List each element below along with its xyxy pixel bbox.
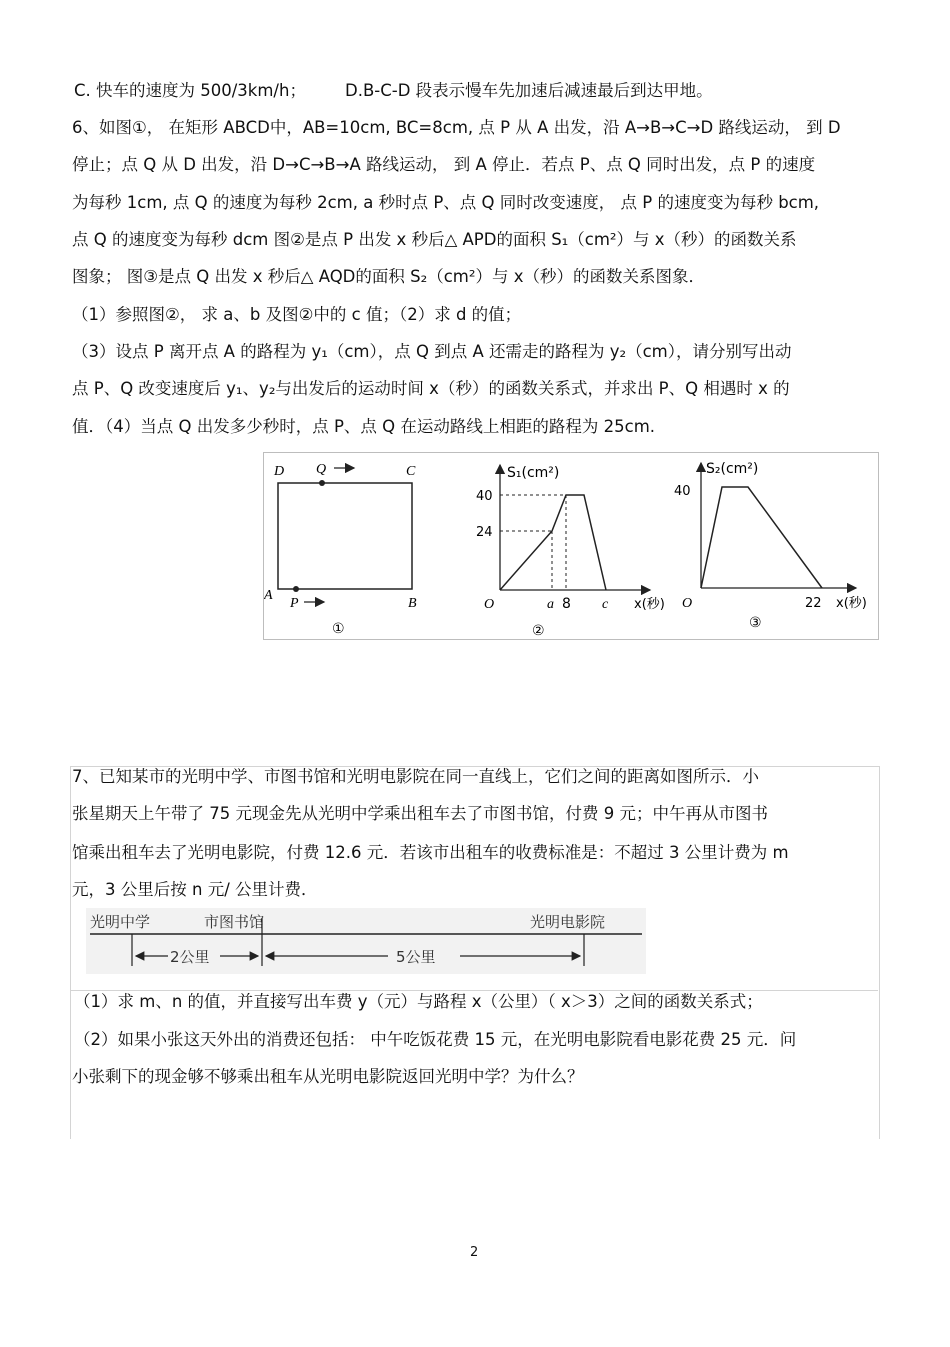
q7-line-4: 元，3 公里后按 n 元/ 公里计费． (72, 880, 318, 899)
fig3-ylabel: S₂(cm²) (706, 461, 759, 477)
fig2-origin: O (484, 597, 495, 612)
label-d: D (274, 464, 285, 479)
fig2-tick-a: a (547, 597, 554, 612)
q6-subq-3-a: （3）设点 P 离开点 A 的路程为 y₁（cm），点 Q 到点 A 还需走的路程为 y₂（cm），请分别写出动 (72, 342, 792, 361)
label-cinema: 光明电影院 (530, 913, 606, 931)
label-library: 市图书馆 (204, 913, 265, 931)
label-p: P (290, 596, 299, 611)
q6-subq-4: 值．（4）当点 Q 出发多少秒时，点 P、点 Q 在运动路线上相距的路程为 25cm. (72, 417, 656, 436)
fig2-tick-8: 8 (562, 596, 571, 612)
fig3-s2-line (701, 487, 822, 588)
label-c: C (406, 464, 416, 479)
figure-1-caption: ① (332, 621, 345, 637)
point-p (293, 586, 299, 592)
label-seg1: 2公里 (170, 948, 210, 966)
rectangle-abcd (278, 483, 412, 589)
label-q: Q (316, 462, 327, 477)
q6-figures (263, 452, 879, 640)
figure-2-graph (476, 465, 665, 639)
label-seg2: 5公里 (396, 948, 436, 966)
fig3-tick-40: 40 (674, 484, 691, 499)
label-a: A (264, 588, 273, 603)
q7-line-2: 张星期天上午带了 75 元现金先从光明中学乘出租车去了市图书馆，付费 9 元；中午再从市图书 (72, 804, 768, 823)
label-school: 光明中学 (90, 913, 151, 931)
label-b: B (408, 596, 417, 611)
fig2-tick-c: c (602, 597, 609, 612)
q6-figures-svg (264, 453, 878, 639)
figure-3-graph (674, 461, 867, 631)
fig2-ylabel: S₁(cm²) (507, 465, 560, 481)
fig2-xlabel: x(秒) (634, 597, 665, 612)
q6-line-4: 点 Q 的速度变为每秒 dcm 图②是点 P 出发 x 秒后△ APD的面积 S₁（cm²）与 x（秒）的函数关系 (72, 230, 797, 249)
q7-subq-2-a: （2）如果小张这天外出的消费还包括： 中午吃饭花费 15 元，在光明电影院看电影花费 25 元．问 (74, 1030, 797, 1049)
q7-line-1: 7、已知某市的光明中学、市图书馆和光明电影院在同一直线上，它们之间的距离如图所示．小 (72, 767, 759, 786)
option-d: D.B-C-D 段表示慢车先加速后减速最后到达甲地。 (345, 81, 713, 100)
figure-3-caption: ③ (749, 615, 762, 631)
q6-subq-1-2: （1）参照图②， 求 a、b 及图②中的 c 值；（2）求 d 的值； (72, 305, 522, 324)
q7-subq-1: （1）求 m、n 的值，并直接写出车费 y（元）与路程 x（公里）（ x＞3）之间的函数关系式； (74, 992, 763, 1011)
option-c: C. 快车的速度为 500/3km/h； (74, 81, 306, 100)
road-diagram (86, 908, 646, 974)
point-q (319, 480, 325, 486)
road-diagram-svg (86, 908, 646, 974)
q7-line-3: 馆乘出租车去了光明电影院，付费 12.6 元．若该市出租车的收费标准是：不超过 3 公里计费为 m (72, 843, 789, 862)
q6-subq-3-b: 点 P、Q 改变速度后 y₁、y₂与出发后的运动时间 x（秒）的函数关系式，并求出 P、Q 相遇时 x 的 (72, 379, 790, 398)
fig3-tick-22: 22 (805, 596, 822, 611)
q6-line-2: 停止；点 Q 从 D 出发，沿 D→C→B→A 路线运动， 到 A 停止．若点 P、点 Q 同时出发，点 P 的速度 (72, 155, 816, 174)
figure-1-rectangle (264, 462, 417, 637)
q6-line-3: 为每秒 1cm, 点 Q 的速度为每秒 2cm, a 秒时点 P、点 Q 同时改变速度， 点 P 的速度变为每秒 bcm, (72, 193, 820, 212)
q6-line-1: 6、如图①， 在矩形 ABCD中，AB=10cm, BC=8cm, 点 P 从 A 出发，沿 A→B→C→D 路线运动， 到 D (72, 118, 841, 137)
fig3-xlabel: x(秒) (836, 596, 867, 611)
q6-line-5: 图象； 图③是点 Q 出发 x 秒后△ AQD的面积 S₂（cm²）与 x（秒）的函数关系图象． (72, 267, 705, 286)
fig2-tick-40: 40 (476, 489, 493, 504)
fig2-tick-24: 24 (476, 525, 493, 540)
fig2-s1-line (500, 495, 606, 590)
q7-subq-2-b: 小张剩下的现金够不够乘出租车从光明电影院返回光明中学？为什么？ (72, 1067, 584, 1086)
fig3-origin: O (682, 596, 693, 611)
figure-2-caption: ② (532, 623, 545, 639)
page-number: 2 (470, 1245, 479, 1260)
